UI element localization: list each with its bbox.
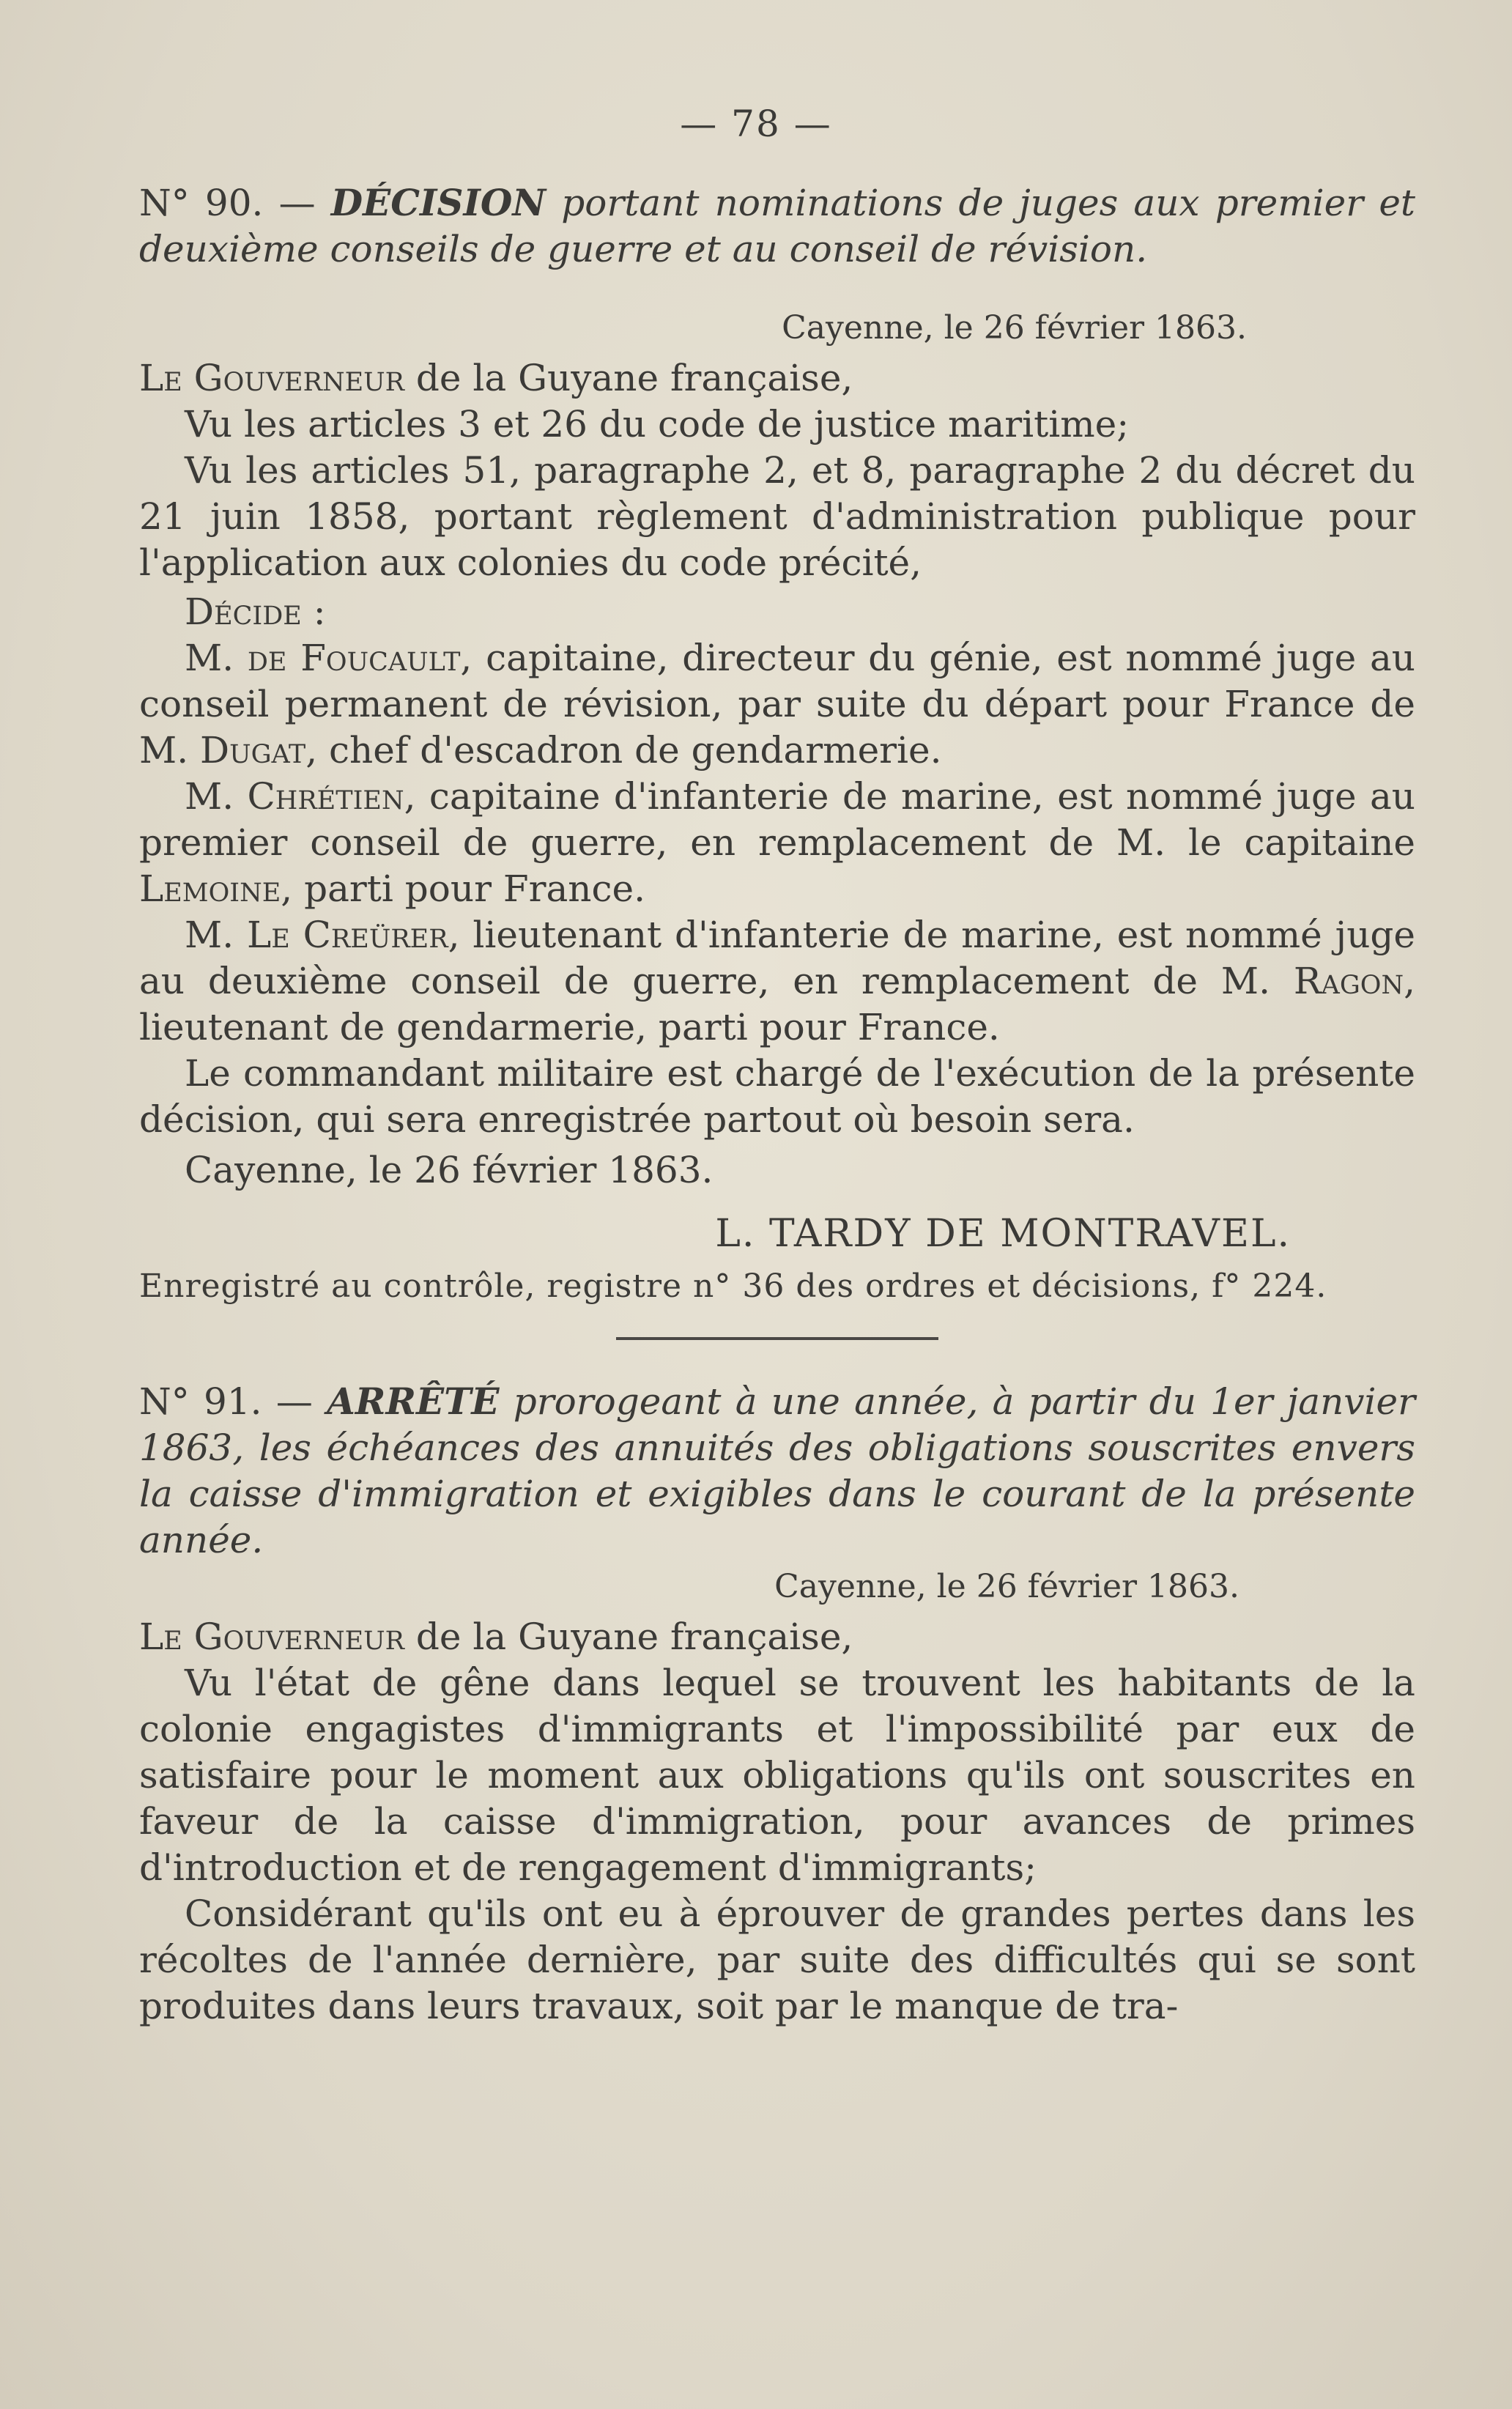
decision-90-decide: Décide : (185, 591, 326, 633)
decision-90-number: N° 90. — (139, 182, 331, 224)
decision-90 (139, 180, 1415, 2029)
decision-90-vu-2: Vu les articles 51, paragraphe 2, et 8, paragraphe 2 du décret du 21 juin 1858, portant règlement d'administration publique pour l'application aux colonies du code précité, (139, 449, 1415, 584)
arrete-91-vu-1: Vu l'état de gêne dans lequel se trouvent les habitants de la colonie engagistes d'immigrants et l'impossibilité par eux de satisfaire pour le moment aux obligations qu'ils ont souscrites en faveur de la caisse d'immigration, pour avances de primes d'introduction et de rengagement d'immigrants; (139, 1662, 1415, 1889)
decision-90-type: DÉCISION (330, 181, 546, 224)
decision-90-para-4: Le commandant militaire est chargé de l'exécution de la présente décision, qui sera enregistrée partout où besoin sera. (139, 1052, 1415, 1141)
section-divider (616, 1337, 938, 1340)
decision-90-para-1: M. de Foucault, capitaine, directeur du génie, est nommé juge au conseil permanent de révision, par suite du départ pour France de M. Dugat, chef d'escadron de gendarmerie. (139, 637, 1415, 771)
decision-90-place-date: Cayenne, le 26 février 1863. (782, 309, 1247, 347)
arrete-91-heading (139, 1378, 1415, 1564)
decision-90-governor: Le Gouverneur de la Guyane française, (139, 357, 853, 399)
arrete-91-title: prorogeant à une année, à partir du 1er janvier 1863, les échéances des annuités des obligations souscrites envers la caisse d'immigration et exigibles dans le courant de la présente année. (139, 1380, 1415, 1561)
decision-90-closing-date: Cayenne, le 26 février 1863. (185, 1149, 714, 1191)
decision-90-vu-1: Vu les articles 3 et 26 du code de justice maritime; (185, 403, 1130, 445)
page-number: — 78 — (680, 103, 832, 145)
arrete-91-number: N° 91. — (139, 1380, 327, 1423)
decision-90-registry: Enregistré au contrôle, registre n° 36 des ordres et décisions, f° 224. (139, 1268, 1327, 1305)
arrete-91-place-date: Cayenne, le 26 février 1863. (774, 1568, 1239, 1605)
decision-90-title: portant nominations de juges aux premier et deuxième conseils de guerre et au conseil de révision. (139, 182, 1415, 270)
decision-90-heading (139, 180, 1415, 273)
decision-90-para-3: M. Le Creürer, lieutenant d'infanterie de marine, est nommé juge au deuxième conseil de guerre, en remplacement de M. Ragon, lieutenant de gendarmerie, parti pour France. (139, 914, 1415, 1048)
arrete-91-considerant: Considérant qu'ils ont eu à éprouver de grandes pertes dans les récoltes de l'année dernière, par suite des difficultés qui se sont produites dans leurs travaux, soit par le manque de tra- (139, 1892, 1415, 2027)
decision-90-signature: L. TARDY DE MONTRAVEL. (715, 1212, 1291, 1256)
decision-90-para-2: M. Chrétien, capitaine d'infanterie de marine, est nommé juge au premier conseil de guerre, en remplacement de M. le capitaine Lemoine, parti pour France. (139, 775, 1416, 910)
arrete-91-governor: Le Gouverneur de la Guyane française, (139, 1616, 853, 1658)
arrete-91-type: ARRÊTÉ (327, 1380, 500, 1423)
